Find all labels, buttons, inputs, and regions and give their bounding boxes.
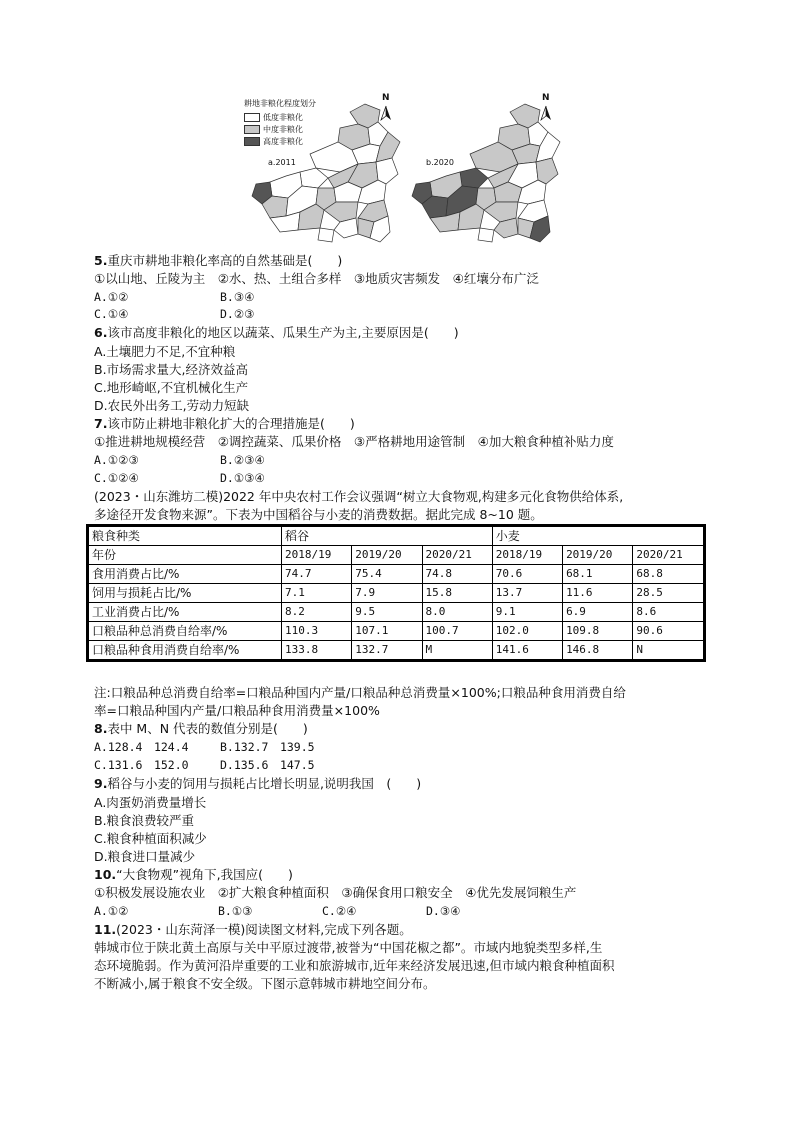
table-cell: 68.8: [633, 565, 705, 584]
row-label: 食用消费占比/%: [88, 565, 282, 584]
header-year-cell: 2019/20: [563, 546, 633, 565]
table-cell: 6.9: [563, 603, 633, 622]
legend-item-mid: 中度非粮化: [244, 124, 303, 135]
table-cell: 8.2: [282, 603, 352, 622]
legend-swatch-mid: [244, 125, 260, 134]
north-label-b: N: [542, 93, 550, 103]
question-11-para-1: 韩城市位于陕北黄土高原与关中平原过渡带,被誉为“中国花椒之都”。市域内地貌类型多样,生: [94, 940, 603, 955]
table-cell: 109.8: [563, 622, 633, 641]
option-7b[interactable]: B.②③④: [220, 453, 265, 467]
north-label-a: N: [382, 93, 390, 103]
row-label: 口粮品种食用消费自给率/%: [88, 641, 282, 661]
table-cell: 141.6: [492, 641, 562, 661]
question-11-stem: 11.(2023・山东菏泽一模)阅读图文材料,完成下列各题。: [94, 922, 412, 937]
table-cell: 107.1: [352, 622, 422, 641]
table-cell: 74.7: [282, 565, 352, 584]
table-cell: 11.6: [563, 584, 633, 603]
question-5-items: ①以山地、丘陵为主 ②水、热、土组合多样 ③地质灾害频发 ④红壤分布广泛: [94, 271, 539, 286]
table-cell: 15.8: [422, 584, 492, 603]
question-9-stem: 9.稻谷与小麦的饲用与损耗占比增长明显,说明我国 ( ): [94, 776, 422, 791]
option-7a[interactable]: A.①②③: [94, 453, 139, 467]
header-year-cell: 2019/20: [352, 546, 422, 565]
option-10b[interactable]: B.①③: [218, 904, 253, 918]
option-8c[interactable]: C.131.6 152.0: [94, 758, 189, 772]
legend-title: 耕地非粮化程度划分: [244, 99, 316, 108]
table-row: [88, 622, 705, 641]
north-arrow-a: [381, 106, 391, 120]
table-cell: 132.7: [352, 641, 422, 661]
option-10d[interactable]: D.③④: [426, 904, 461, 918]
intro-line-2: 多途径开发食物来源”。下表为中国稻谷与小麦的消费数据。据此完成 8~10 题。: [94, 507, 543, 522]
table-cell: 8.0: [422, 603, 492, 622]
option-9d[interactable]: D.粮食进口量减少: [94, 849, 196, 864]
header-wheat: 小麦: [492, 526, 704, 546]
option-10c[interactable]: C.②④: [322, 904, 357, 918]
table-cell: 100.7: [422, 622, 492, 641]
table-cell: 7.1: [282, 584, 352, 603]
question-7-stem: 7.该市防止耕地非粮化扩大的合理措施是( ): [94, 416, 355, 431]
header-grain-type: 粮食种类: [88, 526, 282, 546]
option-8d[interactable]: D.135.6 147.5: [220, 758, 315, 772]
row-label: 工业消费占比/%: [88, 603, 282, 622]
note-line-1: 注:口粮品种总消费自给率=口粮品种国内产量/口粮品种总消费量×100%;口粮品种食用消费自给: [94, 685, 626, 700]
north-arrow-b: [541, 106, 551, 120]
question-8-stem: 8.表中 M、N 代表的数值分别是( ): [94, 721, 308, 736]
note-line-2: 率=口粮品种国内产量/口粮品种食用消费量×100%: [94, 703, 380, 718]
table-cell: M: [422, 641, 492, 661]
header-year: 年份: [88, 546, 282, 565]
question-11-para-3: 不断减小,属于粮食不安全级。下图示意韩城市耕地空间分布。: [94, 976, 436, 991]
option-5d[interactable]: D.②③: [220, 307, 255, 321]
table-cell: N: [633, 641, 705, 661]
header-year-cell: 2020/21: [422, 546, 492, 565]
table-cell: 74.8: [422, 565, 492, 584]
option-9b[interactable]: B.粮食浪费较严重: [94, 813, 195, 828]
legend-item-high: 高度非粮化: [244, 136, 303, 147]
table-cell: 68.1: [563, 565, 633, 584]
table-cell: 9.5: [352, 603, 422, 622]
option-6a[interactable]: A.土壤肥力不足,不宜种粮: [94, 344, 236, 359]
option-10a[interactable]: A.①②: [94, 904, 129, 918]
table-cell: 75.4: [352, 565, 422, 584]
consumption-table: [86, 524, 706, 662]
table-cell: 9.1: [492, 603, 562, 622]
table-row: [88, 584, 705, 603]
option-6c[interactable]: C.地形崎岖,不宜机械化生产: [94, 380, 249, 395]
header-year-cell: 2018/19: [492, 546, 562, 565]
question-10-items: ①积极发展设施农业 ②扩大粮食种植面积 ③确保食用口粮安全 ④优先发展饲粮生产: [94, 885, 577, 900]
table-cell: 102.0: [492, 622, 562, 641]
legend-swatch-high: [244, 137, 260, 146]
table-cell: 133.8: [282, 641, 352, 661]
table-cell: 70.6: [492, 565, 562, 584]
table-row: [88, 603, 705, 622]
table-cell: 8.6: [633, 603, 705, 622]
option-5c[interactable]: C.①④: [94, 307, 129, 321]
map-a-label: a.2011: [268, 158, 296, 167]
question-7-items: ①推进耕地规模经营 ②调控蔬菜、瓜果价格 ③严格耕地用途管制 ④加大粮食种植补贴力度: [94, 434, 614, 449]
option-5a[interactable]: A.①②: [94, 290, 129, 304]
table-header-row-2: [88, 546, 705, 565]
option-6d[interactable]: D.农民外出务工,劳动力短缺: [94, 398, 250, 413]
table-cell: 90.6: [633, 622, 705, 641]
table-row: [88, 641, 705, 661]
option-6b[interactable]: B.市场需求量大,经济效益高: [94, 362, 249, 377]
row-label: 口粮品种总消费自给率/%: [88, 622, 282, 641]
option-5b[interactable]: B.③④: [220, 290, 255, 304]
option-8a[interactable]: A.128.4 124.4: [94, 740, 189, 754]
intro-line-1: (2023・山东潍坊二模)2022 年中央农村工作会议强调“树立大食物观,构建多元化食物供给体系,: [94, 489, 624, 504]
table-cell: 110.3: [282, 622, 352, 641]
question-5-stem: 5.重庆市耕地非粮化率高的自然基础是( ): [94, 253, 343, 268]
question-11-para-2: 态环境脆弱。作为黄河沿岸重要的工业和旅游城市,近年来经济发展迅速,但市域内粮食种植面积: [94, 958, 615, 973]
option-9c[interactable]: C.粮食种植面积减少: [94, 831, 207, 846]
header-rice: 稻谷: [282, 526, 493, 546]
legend-swatch-low: [244, 113, 260, 122]
table-cell: 13.7: [492, 584, 562, 603]
question-10-stem: 10.“大食物观”视角下,我国应( ): [94, 867, 293, 882]
option-8b[interactable]: B.132.7 139.5: [220, 740, 315, 754]
header-year-cell: 2018/19: [282, 546, 352, 565]
option-9a[interactable]: A.肉蛋奶消费量增长: [94, 795, 207, 810]
table-row: [88, 565, 705, 584]
map-b-label: b.2020: [426, 158, 454, 167]
option-7c[interactable]: C.①②④: [94, 471, 139, 485]
row-label: 饲用与损耗占比/%: [88, 584, 282, 603]
question-6-stem: 6.该市高度非粮化的地区以蔬菜、瓜果生产为主,主要原因是( ): [94, 325, 459, 340]
map-figure: [240, 92, 570, 252]
table-cell: 28.5: [633, 584, 705, 603]
table-header-row-1: [88, 526, 705, 546]
map-b: [412, 104, 560, 242]
table-cell: 7.9: [352, 584, 422, 603]
option-7d[interactable]: D.①③④: [220, 471, 265, 485]
legend-item-low: 低度非粮化: [244, 112, 303, 123]
table-cell: 146.8: [563, 641, 633, 661]
header-year-cell: 2020/21: [633, 546, 705, 565]
